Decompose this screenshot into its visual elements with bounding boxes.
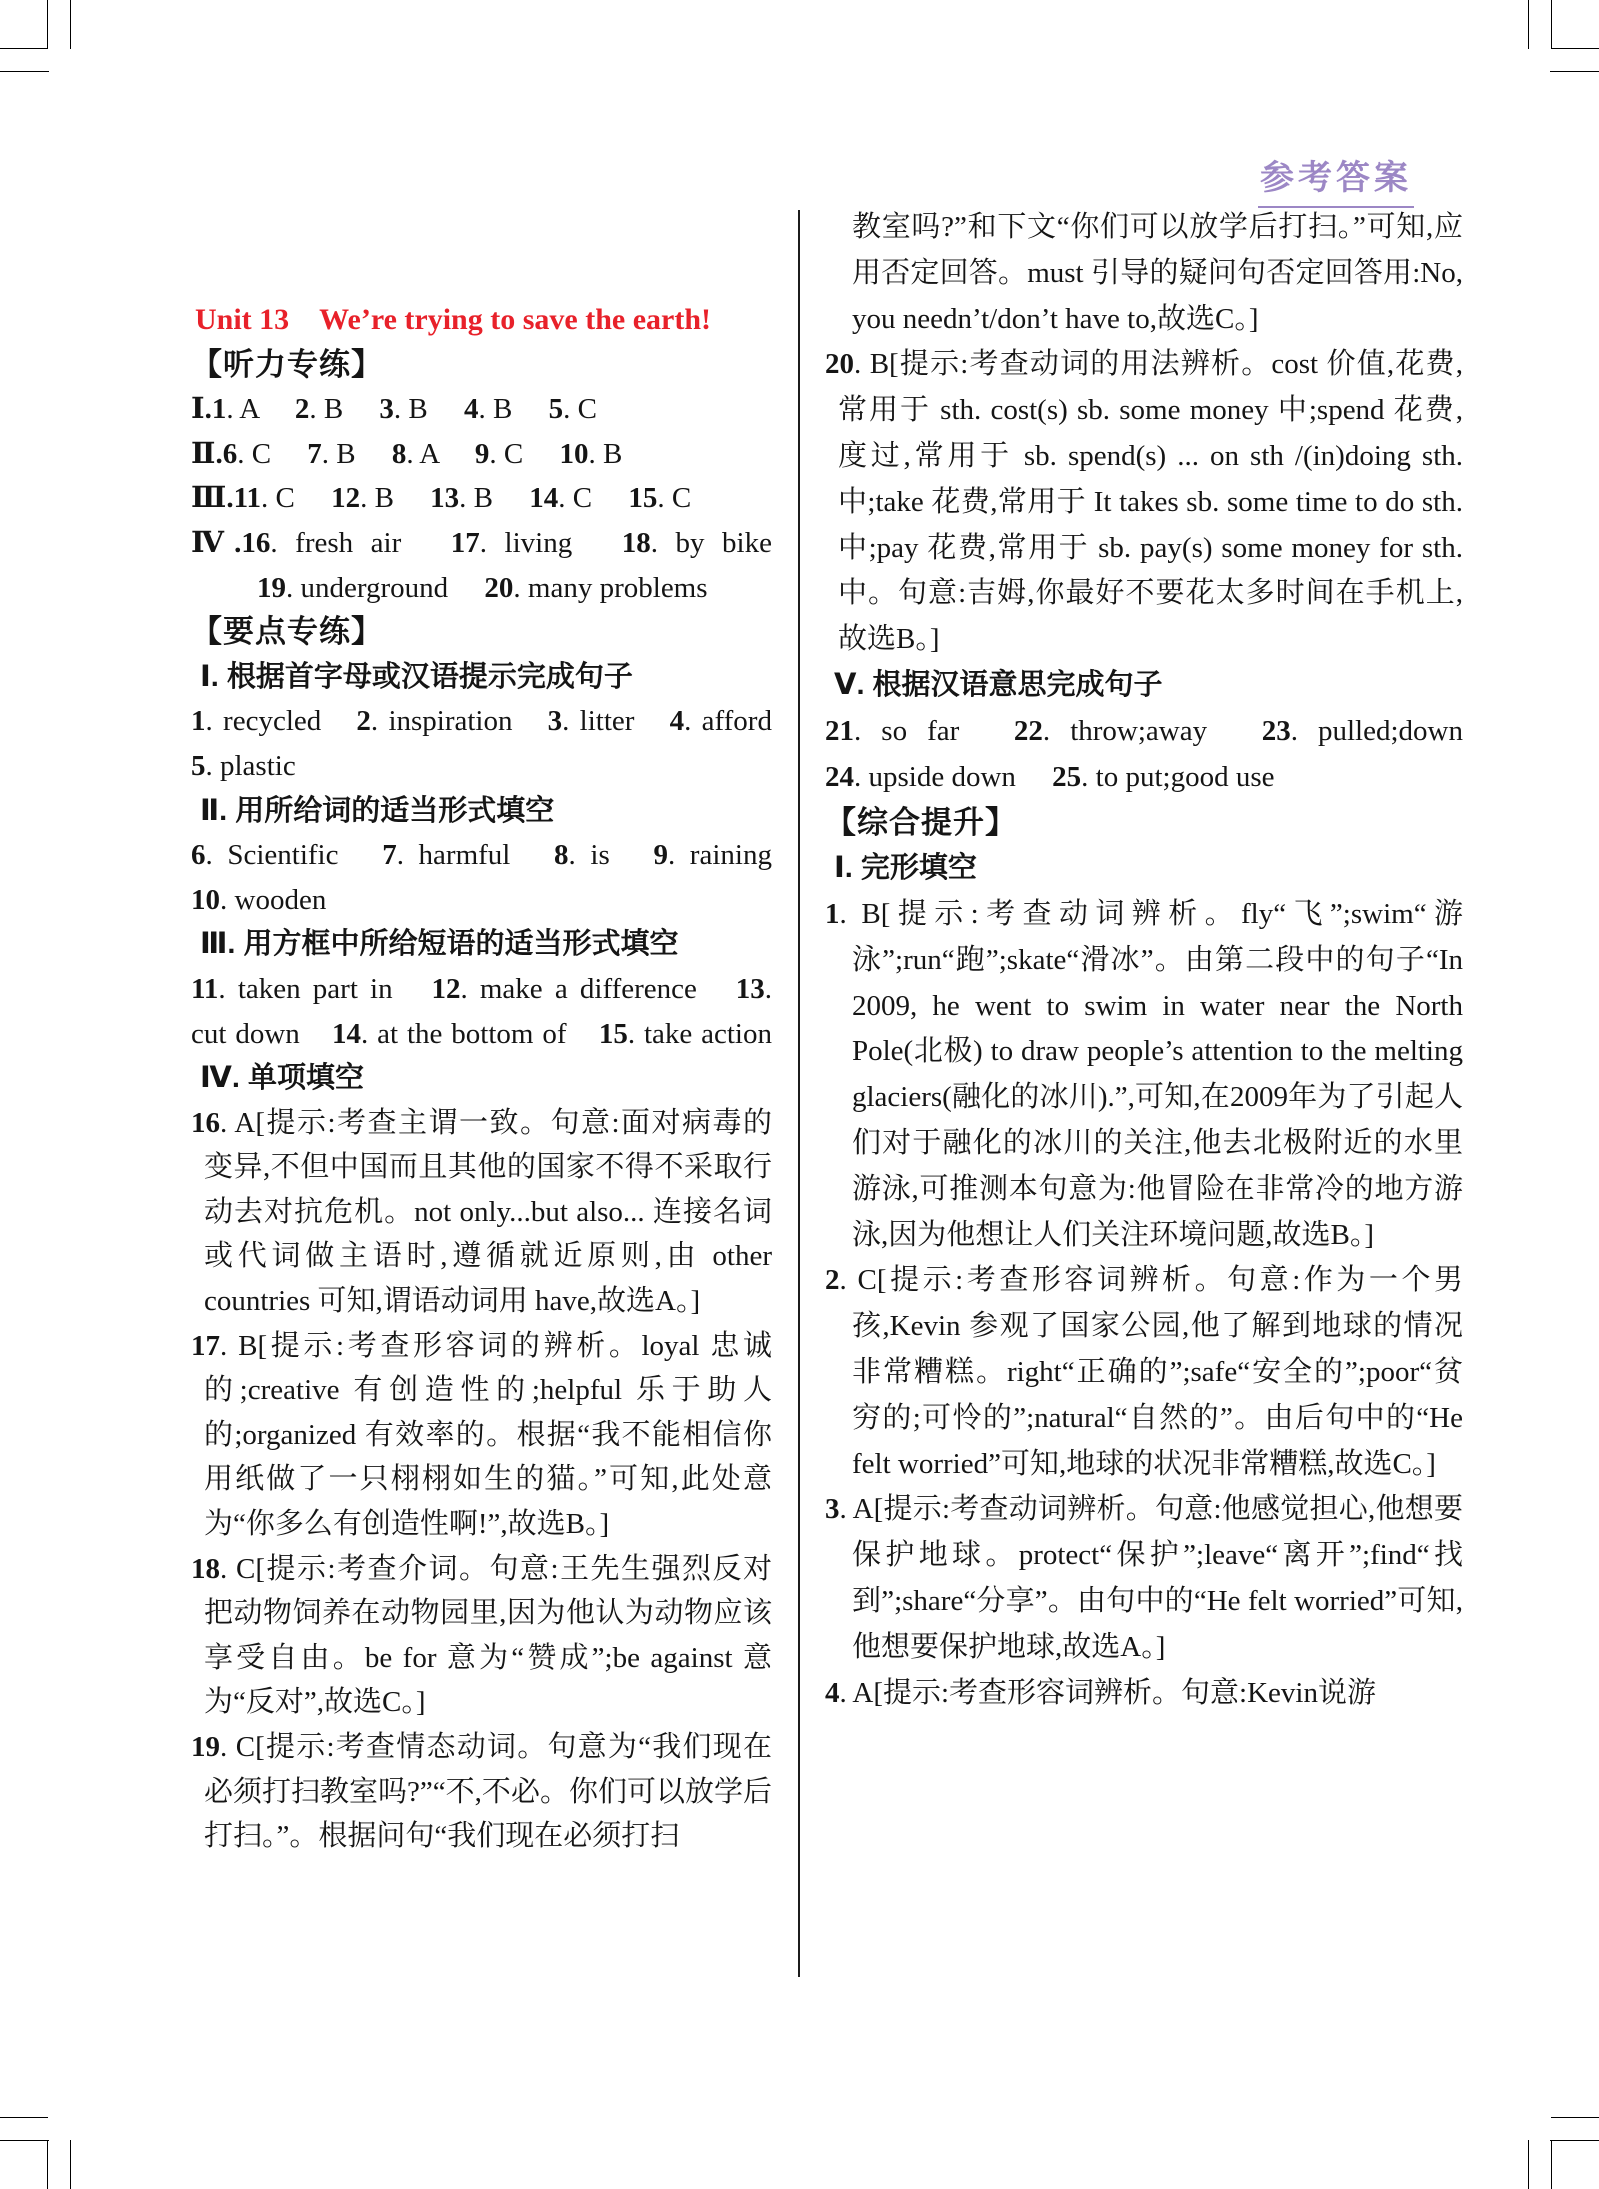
answers-row-III: Ⅲ.11. C 12. B 13. B 14. C 15. C xyxy=(191,482,692,515)
crop-mark xyxy=(47,0,48,48)
crop-mark xyxy=(1551,0,1552,48)
answers-row-I: Ⅰ.1. A 2. B 3. B 4. B 5. C xyxy=(191,393,597,426)
answers-row-II: Ⅱ.6. C 7. B 8. A 9. C 10. B xyxy=(191,437,623,470)
answer-item-1: 1. B[提示:考查动词辨析。fly“飞”;swim“游泳”;run“跑”;skate“滑冰”。由第二段中的句子“In 2009, he went to swim in water near the North Pole(北极) to draw people’s attention to the melting glaciers(融化的冰川).”,可知,在2009年为了引起人们对于融化的冰川的关注,他去北极附近的水里游泳,可推测本句意为:他冒险在非常冷的地方游泳,因为他想让人们关注环境问题,故选B。] xyxy=(825,897,1463,1251)
answer-item-19-continuation: 教室吗?”和下文“你们可以放学后打扫。”可知,应用否定回答。must 引导的疑问句否定回答用:No, you needn’t/don’t have to,故选C。] xyxy=(852,211,1463,335)
subsection-II-word-forms: Ⅱ. 用所给词的适当形式填空 xyxy=(200,794,555,827)
left-column xyxy=(191,298,772,1859)
answer-item-2: 2. C[提示:考查形容词辨析。句意:作为一个男孩,Kevin 参观了国家公园,他了解到地球的情况非常糟糕。right“正确的”;safe“安全的”;poor“贫穷的;可怜的”;natural“自然的”。由后句中的“He felt worried”可知,地球的状况非常糟糕,故选C。] xyxy=(825,1264,1463,1480)
answers-21-23: 21. so far 22. throw;away 23. pulled;down xyxy=(825,714,1463,747)
answers-row-IV-line1: Ⅳ.16. fresh air 17. living 18. by bike xyxy=(191,526,772,559)
crop-mark xyxy=(1551,2141,1552,2189)
page-header: 参考答案 xyxy=(1258,150,1414,208)
section-header-listening: 【听力专练】 xyxy=(191,346,383,382)
crop-mark xyxy=(47,2141,48,2189)
crop-mark xyxy=(70,2140,71,2189)
answers-row-IV-line2: 19. underground 20. many problems xyxy=(257,571,708,604)
section-header-keypoints: 【要点专练】 xyxy=(191,614,383,650)
subsection-I-cloze: Ⅰ. 完形填空 xyxy=(834,852,977,885)
answers-10: 10. wooden xyxy=(191,883,327,916)
subsection-I-complete-sentences: Ⅰ. 根据首字母或汉语提示完成句子 xyxy=(200,660,633,693)
answer-item-20: 20. B[提示:考查动词的用法辨析。cost 价值,花费,常用于 sth. cost(s) sb. some money 中;spend 花费,度过,常用于 sb. spend(s) ... on sth /(in)doing sth. 中;take 花费,常用于 It takes sb. some time to do sth. 中;pay 花费,常用于 sb. pay(s) some money for sth. 中。句意:吉姆,你最好不要花太多时间在手机上,故选B。] xyxy=(825,348,1463,656)
crop-mark xyxy=(1550,71,1599,72)
answers-11-13: 11. taken part in 12. make a difference 13. xyxy=(191,972,772,1005)
answer-item-16: 16. A[提示:考查主谓一致。句意:面对病毒的变异,不但中国而且其他的国家不得不采取行动去对抗危机。not only...but also... 连接名词或代词做主语时,遵循就近原则,由 other countries 可知,谓语动词用 have,故选A。] xyxy=(191,1106,772,1318)
crop-mark xyxy=(0,71,49,72)
answer-item-19: 19. C[提示:考查情态动词。句意为“我们现在必须打扫教室吗?”“不,不必。你们可以放学后打扫。”。根据问句“我们现在必须打扫 xyxy=(191,1731,772,1853)
crop-mark xyxy=(1551,48,1599,49)
subsection-III-phrase-forms: Ⅲ. 用方框中所给短语的适当形式填空 xyxy=(200,928,679,961)
crop-mark xyxy=(1550,2140,1599,2141)
answers-1-4: 1. recycled 2. inspiration 3. litter 4. afford xyxy=(191,705,772,738)
crop-mark xyxy=(0,2117,48,2118)
subsection-V-chinese-hints: Ⅴ. 根据汉语意思完成句子 xyxy=(834,668,1163,701)
subsection-IV-multiple-choice: Ⅳ. 单项填空 xyxy=(200,1062,364,1095)
crop-mark xyxy=(1551,2117,1599,2118)
section-header-comprehensive: 【综合提升】 xyxy=(825,805,1017,841)
crop-mark xyxy=(70,0,71,49)
crop-mark xyxy=(0,48,48,49)
answer-item-18: 18. C[提示:考查介词。句意:王先生强烈反对把动物饲养在动物园里,因为他认为动物应该享受自由。be for 意为“赞成”;be against 意为“反对”,故选C。] xyxy=(191,1552,772,1719)
crop-mark xyxy=(0,2140,49,2141)
answers-6-9: 6. Scientific 7. harmful 8. is 9. raining xyxy=(191,839,772,872)
unit-title: Unit 13 We’re trying to save the earth! xyxy=(195,303,712,336)
answers-24-25: 24. upside down 25. to put;good use xyxy=(825,760,1275,793)
answer-item-17: 17. B[提示:考查形容词的辨析。loyal 忠诚的;creative 有创造性的;helpful 乐于助人的;organized 有效率的。根据“我不能相信你用纸做了一只栩栩如生的猫。”可知,此处意为“你多么有创造性啊!”,故选B。] xyxy=(191,1329,772,1541)
crop-mark xyxy=(1528,2140,1529,2189)
answers-5: 5. plastic xyxy=(191,749,296,782)
right-column xyxy=(825,205,1463,1716)
crop-mark xyxy=(1528,0,1529,49)
answer-item-4: 4. A[提示:考查形容词辨析。句意:Kevin说游 xyxy=(825,1676,1376,1709)
answers-14-15: cut down 14. at the bottom of 15. take action xyxy=(191,1017,772,1050)
column-divider xyxy=(798,210,800,1977)
answer-item-3: 3. A[提示:考查动词辨析。句意:他感觉担心,他想要保护地球。protect“保护”;leave“离开”;find“找到”;share“分享”。由句中的“He felt worried”可知,他想要保护地球,故选A。] xyxy=(825,1493,1463,1663)
